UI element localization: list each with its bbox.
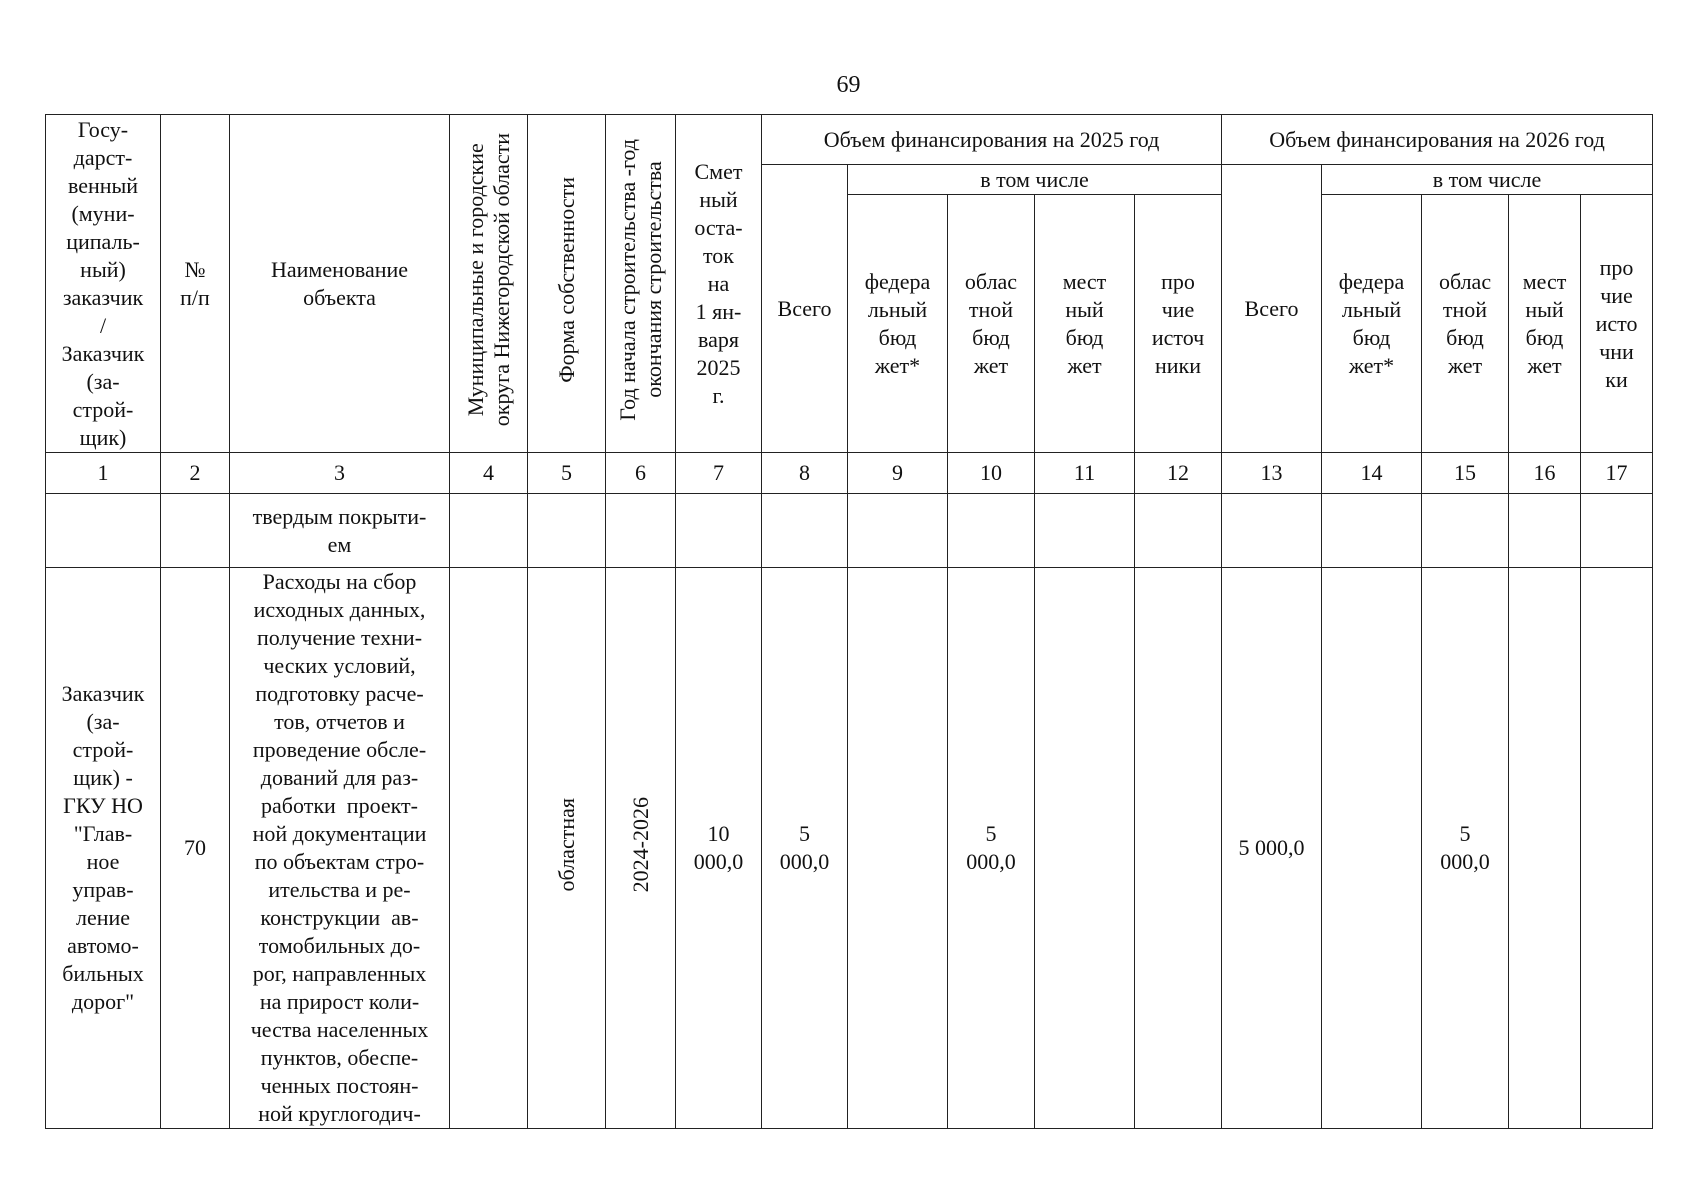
header-federal-2025: федера льный бюд жет* [848,195,948,453]
header-municipalities: Муниципальные и городские округа Нижегородской области [450,115,528,453]
header-funding-2025: Объем финансирования на 2025 год [762,115,1222,165]
column-number: 8 [762,453,848,494]
column-number: 15 [1422,453,1509,494]
column-number: 16 [1509,453,1581,494]
local-2026-cell [1509,568,1581,1129]
ownership-cell: областная [528,568,606,1129]
total-2026-cell: 5 000,0 [1222,568,1322,1129]
header-years: Год начала строительства -год окончания строительства [606,115,676,453]
page-number: 69 [836,72,861,98]
header-customer: Госу- дарст- венный (муни- ципаль- ный) заказчик / Заказчик (за- строй- щик) [46,115,161,453]
other-2025-cell [1135,568,1222,1129]
column-number: 5 [528,453,606,494]
investment-table [45,114,1653,1129]
row-number-cell: 70 [161,568,230,1129]
header-other-2026: про чие исто чни ки [1581,195,1653,453]
object-name-continuation: твердым покрыти- ем [230,494,450,568]
column-number: 9 [848,453,948,494]
column-number: 6 [606,453,676,494]
header-local-2025: мест ный бюд жет [1035,195,1135,453]
header-local-2026: мест ный бюд жет [1509,195,1581,453]
remainder-cell: 10 000,0 [676,568,762,1129]
header-regional-2025: облас тной бюд жет [948,195,1035,453]
column-number: 4 [450,453,528,494]
column-number: 14 [1322,453,1422,494]
header-federal-2026: федера льный бюд жет* [1322,195,1422,453]
object-name-cell: Расходы на сбор исходных данных, получение техни- ческих условий, подготовку расче- тов, отчетов и проведение обсле- дований для раз- работки проект- ной документации по объектам стро- ительства и ре- конструкции ав- томобильных до- рог, направленных на прирост коли- чества населенных пунктов, обеспе- ченных постоян- ной круглогодич- [230,568,450,1129]
header-including-2025: в том числе [848,165,1222,195]
total-2025-cell: 5 000,0 [762,568,848,1129]
header-remainder: Смет ный оста- ток на 1 ян- варя 2025 г. [676,115,762,453]
header-funding-2026: Объем финансирования на 2026 год [1222,115,1653,165]
column-number: 12 [1135,453,1222,494]
header-including-2026: в том числе [1322,165,1653,195]
column-number: 7 [676,453,762,494]
other-2026-cell [1581,568,1653,1129]
column-number: 3 [230,453,450,494]
column-number: 13 [1222,453,1322,494]
column-number: 10 [948,453,1035,494]
header-regional-2026: облас тной бюд жет [1422,195,1509,453]
column-number: 11 [1035,453,1135,494]
header-total-2025: Всего [762,165,848,453]
federal-2025-cell [848,568,948,1129]
table-row [46,494,1653,568]
local-2025-cell [1035,568,1135,1129]
years-cell: 2024-2026 [606,568,676,1129]
column-numbers-row [46,453,1653,494]
header-number: № п/п [161,115,230,453]
header-total-2026: Всего [1222,165,1322,453]
regional-2025-cell: 5 000,0 [948,568,1035,1129]
regional-2026-cell: 5 000,0 [1422,568,1509,1129]
municipalities-cell [450,568,528,1129]
table-row [46,568,1653,1129]
header-other-2025: про чие источ ники [1135,195,1222,453]
column-number: 2 [161,453,230,494]
customer-cell: Заказчик (за- строй- щик) - ГКУ НО "Глав- ное управ- ление автомо- бильных дорог" [46,568,161,1129]
header-object-name: Наименование объекта [230,115,450,453]
column-number: 1 [46,453,161,494]
federal-2026-cell [1322,568,1422,1129]
column-number: 17 [1581,453,1653,494]
header-ownership: Форма собственности [528,115,606,453]
